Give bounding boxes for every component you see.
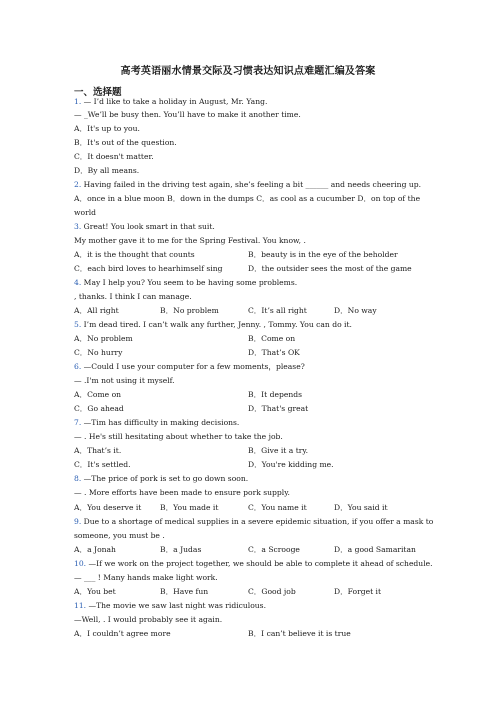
option-b[interactable]: B．It depends (248, 390, 302, 399)
option-d-continued: world (74, 208, 96, 217)
option-d[interactable]: D．You said it (334, 503, 388, 512)
question-number: 5. (74, 320, 82, 329)
option-c[interactable]: C．It doesn't matter. (74, 152, 154, 161)
option-d[interactable]: D．No way (334, 306, 377, 315)
option-b[interactable]: B．It's out of the question. (74, 138, 177, 147)
option-a[interactable]: A．Come on (74, 390, 122, 399)
question-7 (74, 418, 239, 428)
option-c[interactable]: C．It's settled. (74, 460, 131, 469)
option-c[interactable]: C．It’s all right (248, 306, 307, 315)
option-d[interactable]: D．You're kidding me. (248, 460, 334, 469)
question-9 (74, 517, 433, 527)
question-stem: —The price of pork is set to go down soon. (83, 474, 249, 483)
question-stem: Due to a shortage of medical supplies in a severe epidemic situation, if you offer a mask to (83, 517, 434, 526)
option-b[interactable]: B．Come on (248, 334, 296, 343)
question-number: 6. (74, 362, 82, 371)
question-11 (74, 601, 266, 611)
question-1-response: — _We’ll be busy then. You’ll have to make it another time. (74, 110, 301, 119)
question-2-options[interactable]: A．once in a blue moon B．down in the dumps C．as cool as a cucumber D．on top of the (74, 194, 421, 203)
option-b[interactable]: B．No problem (160, 306, 219, 315)
option-d[interactable]: D．That’s OK (248, 348, 300, 357)
question-8 (74, 474, 248, 484)
option-a[interactable]: A．a Jonah (74, 545, 116, 554)
question-8-response: — . More efforts have been made to ensure pork supply. (74, 488, 290, 497)
option-d[interactable]: D．By all means. (74, 166, 140, 175)
question-number: 8. (74, 474, 82, 483)
document-title: 高考英语丽水情景交际及习惯表达知识点难题汇编及答案 (120, 66, 376, 77)
question-number: 1. (74, 97, 82, 106)
question-3-response: My mother gave it to me for the Spring Festival. You know, . (74, 236, 306, 245)
question-4 (74, 278, 297, 288)
question-number: 3. (74, 222, 82, 231)
question-number: 4. (74, 278, 82, 287)
option-c[interactable]: C．You name it (248, 503, 307, 512)
question-4-response: , thanks. I think I can manage. (74, 292, 192, 301)
option-a[interactable]: A．I couldn’t agree more (74, 629, 171, 638)
question-5 (74, 320, 352, 330)
option-a[interactable]: A．You bet (74, 587, 116, 596)
question-stem: —If we work on the project together, we should be able to complete it ahead of schedule. (88, 559, 433, 568)
option-a[interactable]: A．It's up to you. (74, 124, 140, 133)
option-d[interactable]: D．the outsider sees the most of the game (248, 264, 412, 273)
option-a[interactable]: A．it is the thought that counts (74, 250, 195, 259)
option-a[interactable]: A．That’s it. (74, 446, 122, 455)
option-b[interactable]: B．Give it a try. (248, 446, 309, 455)
question-stem: —Could I use your computer for a few moments，please? (83, 362, 305, 371)
option-d[interactable]: D．Forget it (334, 587, 382, 596)
question-number: 7. (74, 418, 82, 427)
option-d[interactable]: D．a good Samaritan (334, 545, 416, 554)
question-6-response: — .I'm not using it myself. (74, 376, 175, 385)
option-c[interactable]: C．No hurry (74, 348, 123, 357)
option-b[interactable]: B．I can’t believe it is true (248, 629, 351, 638)
question-10-response: — ___ ! Many hands make light work. (74, 573, 218, 582)
option-b[interactable]: B．beauty is in the eye of the beholder (248, 250, 398, 259)
question-7-response: — . He's still hesitating about whether to take the job. (74, 432, 283, 441)
option-c[interactable]: C．a Scrooge (248, 545, 300, 554)
question-stem: Great! You look smart in that suit. (81, 222, 215, 231)
section-heading: 一、选择题 (74, 87, 122, 98)
option-a[interactable]: A．You deserve it (74, 503, 142, 512)
question-1 (74, 97, 267, 107)
option-a[interactable]: A．No problem (74, 334, 133, 343)
question-11-response: —Well, . I would probably see it again. (74, 615, 223, 624)
question-9-continued: someone, you must be . (74, 531, 165, 540)
question-stem: Having failed in the driving test again, she’s feeling a bit ______ and needs cheering up. (83, 180, 422, 189)
question-number: 9. (74, 517, 82, 526)
option-b[interactable]: B．Have fun (160, 587, 209, 596)
question-stem: I’m dead tired. I can’t walk any further, Jenny. , Tommy. You can do it. (81, 320, 352, 329)
question-3 (74, 222, 215, 232)
question-6 (74, 362, 305, 372)
option-b[interactable]: B．You made it (160, 503, 219, 512)
question-stem: May I help you? You seem to be having some problems. (81, 278, 298, 287)
option-c[interactable]: C．Good job (248, 587, 296, 596)
question-number: 10. (74, 559, 87, 568)
question-stem: — I’d like to take a holiday in August, Mr. Yang. (83, 97, 268, 106)
question-number: 2. (74, 180, 82, 189)
option-c[interactable]: C．each bird loves to hearhimself sing (74, 264, 223, 273)
option-c[interactable]: C．Go ahead (74, 404, 124, 413)
question-2 (74, 180, 421, 190)
question-number: 11. (74, 601, 87, 610)
option-d[interactable]: D．That's great (248, 404, 309, 413)
question-stem: —The movie we saw last night was ridiculous. (88, 601, 266, 610)
option-b[interactable]: B．a Judas (160, 545, 202, 554)
question-stem: —Tim has difficulty in making decisions. (83, 418, 240, 427)
option-a[interactable]: A．All right (74, 306, 119, 315)
question-10 (74, 559, 433, 569)
